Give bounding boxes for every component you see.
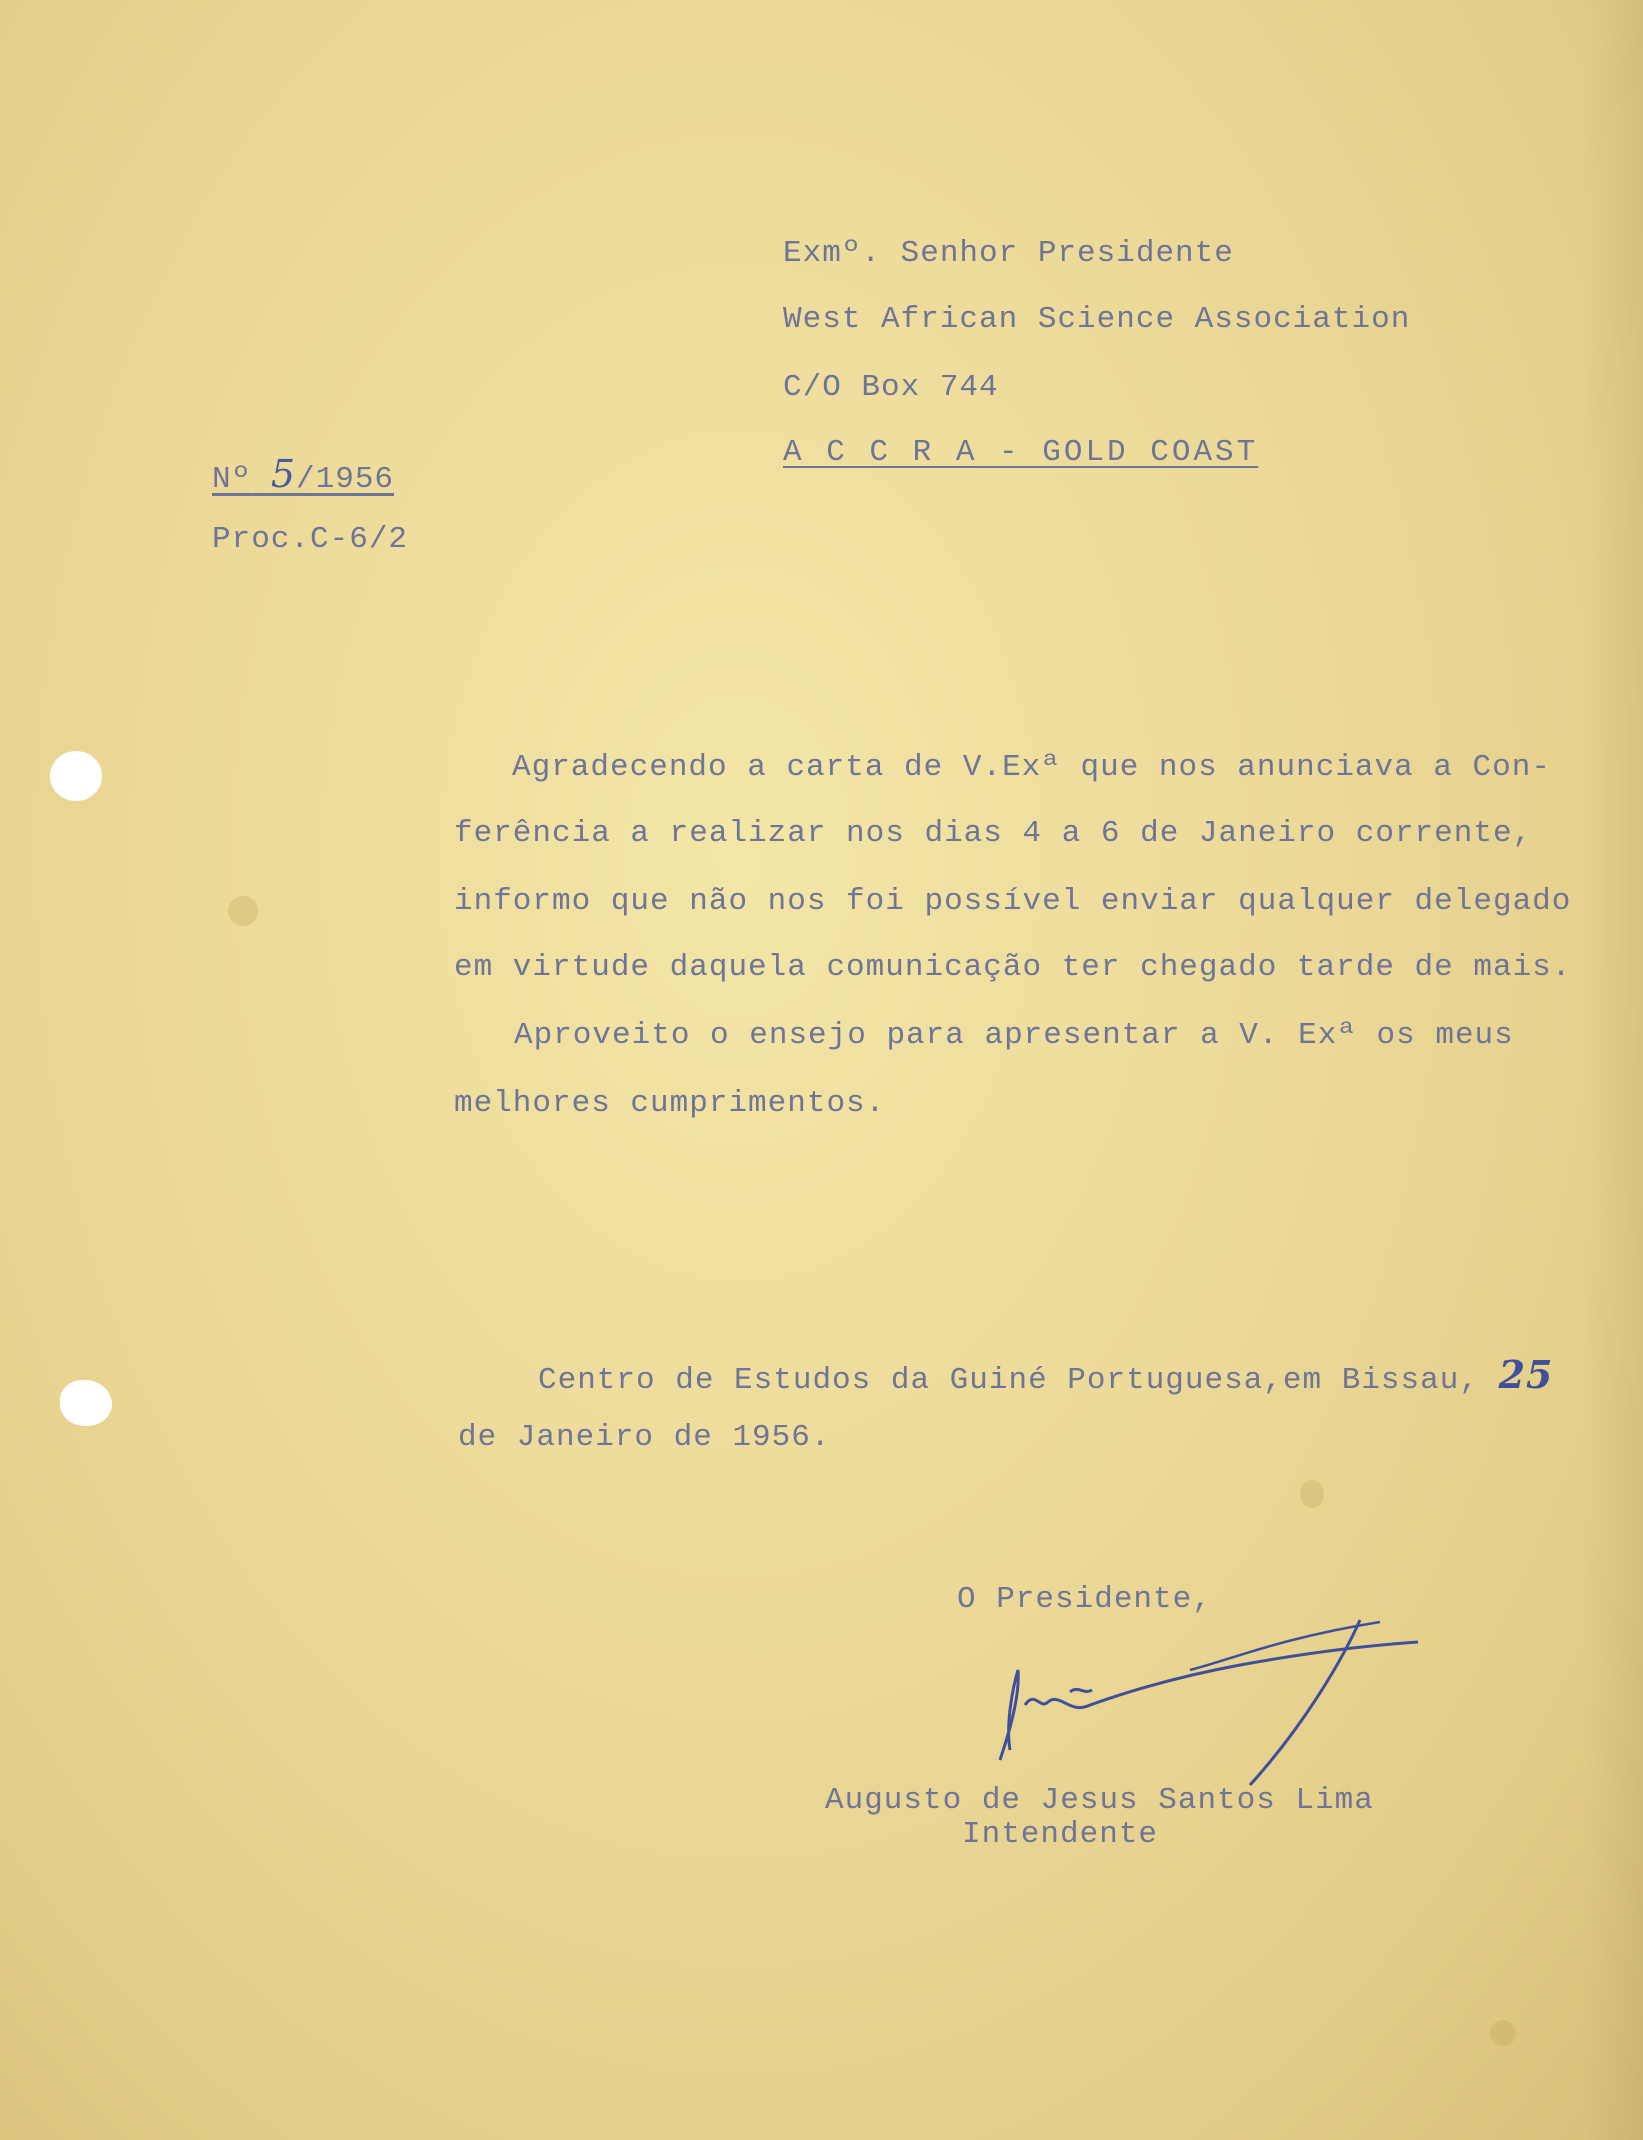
process-reference: Proc.C-6/2 xyxy=(212,522,409,557)
body-line: Aproveito o ensejo para apresentar a V. Exª os meus xyxy=(514,1018,1514,1053)
dateline-month-year: de Janeiro de 1956. xyxy=(458,1420,831,1455)
dateline-handwritten-day: 25 xyxy=(1498,1352,1554,1397)
dateline-place: Centro de Estudos da Guiné Portuguesa,em Bissau, xyxy=(538,1363,1479,1398)
reference-suffix: /1956 xyxy=(296,462,395,497)
body-line: em virtude daquela comunicação ter chegado tarde de mais. xyxy=(454,950,1572,985)
dateline xyxy=(538,1352,1553,1398)
body-line: informo que não nos foi possível enviar qualquer delegado xyxy=(454,884,1572,919)
signatory-name: Augusto de Jesus Santos Lima xyxy=(825,1783,1374,1818)
paper-stain xyxy=(1300,1480,1324,1508)
signatory-title: Intendente xyxy=(962,1817,1159,1852)
paper-edge-shadow xyxy=(1583,0,1643,2140)
recipient-line: C/O Box 744 xyxy=(783,370,999,405)
closing-role: O Presidente, xyxy=(957,1582,1212,1617)
punch-hole xyxy=(60,1380,112,1426)
recipient-city: A C C R A - GOLD COAST xyxy=(783,435,1259,470)
body-line: Agradecendo a carta de V.Exª que nos anunciava a Con- xyxy=(512,750,1551,785)
reference-handwritten-number: 5 xyxy=(270,452,297,496)
paper-stain xyxy=(228,896,258,926)
signature xyxy=(980,1610,1430,1790)
recipient-line: West African Science Association xyxy=(783,302,1411,337)
reference-number xyxy=(212,452,394,497)
reference-prefix: Nº xyxy=(212,462,252,497)
recipient-line: Exmº. Senhor Presidente xyxy=(783,236,1234,271)
body-line: melhores cumprimentos. xyxy=(454,1086,886,1121)
paper-stain xyxy=(1490,2020,1516,2046)
body-line: ferência a realizar nos dias 4 a 6 de Janeiro corrente, xyxy=(454,816,1533,851)
punch-hole xyxy=(50,751,102,801)
